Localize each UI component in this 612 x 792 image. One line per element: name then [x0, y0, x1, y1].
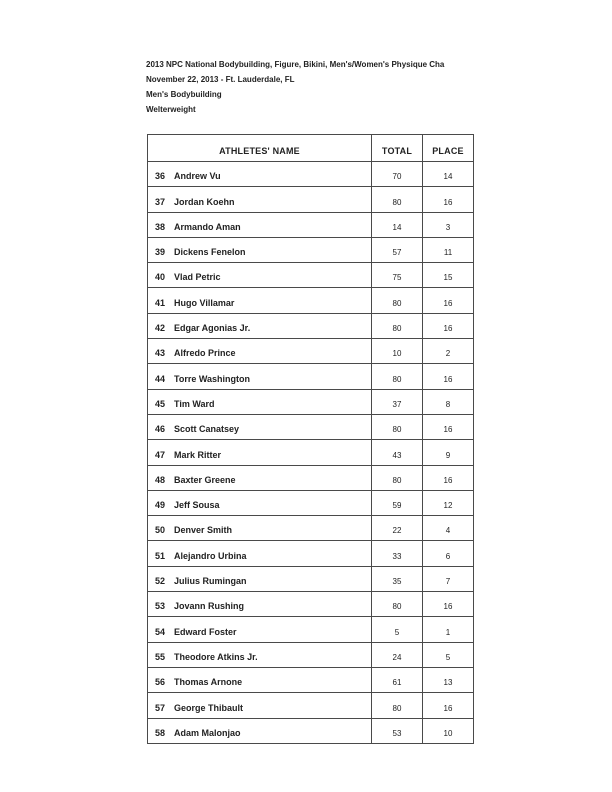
athlete-name: Thomas Arnone	[174, 677, 243, 688]
athlete-name: Tim Ward	[174, 398, 215, 409]
athlete-cell	[148, 541, 371, 565]
table-row	[148, 439, 473, 464]
athlete-number: 38	[155, 221, 166, 232]
place-value: 15	[443, 273, 453, 283]
table-row	[148, 515, 473, 540]
athlete-cell	[148, 263, 371, 287]
athlete-number: 44	[155, 373, 166, 384]
total-score: 37	[392, 399, 402, 409]
athlete-cell	[148, 592, 371, 616]
athlete-number: 45	[155, 398, 166, 409]
place-value: 16	[443, 475, 453, 485]
athlete-cell	[148, 466, 371, 490]
athlete-name: Andrew Vu	[174, 171, 221, 182]
place-value: 13	[443, 678, 453, 688]
weight-class-label: Welterweight	[146, 105, 196, 114]
athlete-cell	[148, 288, 371, 312]
athlete-number: 46	[155, 424, 166, 435]
athlete-name: Julius Rumingan	[174, 576, 247, 587]
athlete-cell	[148, 668, 371, 692]
place-value: 16	[443, 324, 453, 334]
results-table	[147, 134, 474, 744]
place-value: 16	[443, 425, 453, 435]
total-score: 80	[392, 324, 402, 334]
athlete-cell	[148, 364, 371, 388]
total-score: 43	[392, 450, 402, 460]
place-value: 10	[443, 728, 453, 738]
total-score: 80	[392, 374, 402, 384]
athlete-cell	[148, 567, 371, 591]
place-value: 11	[443, 248, 453, 258]
place-value: 14	[443, 172, 453, 182]
athlete-name: Denver Smith	[174, 525, 233, 536]
total-score: 14	[392, 222, 402, 232]
athlete-cell	[148, 617, 371, 641]
athlete-cell	[148, 440, 371, 464]
athlete-cell	[148, 390, 371, 414]
table-header-row	[148, 135, 473, 161]
athlete-cell	[148, 643, 371, 667]
total-score: 80	[392, 602, 402, 612]
athlete-number: 39	[155, 247, 166, 258]
column-header-place: PLACE	[422, 135, 473, 161]
athlete-number: 43	[155, 348, 166, 359]
table-row	[148, 262, 473, 287]
athlete-cell	[148, 516, 371, 540]
athlete-name: Edward Foster	[174, 626, 237, 637]
athlete-name: Mark Ritter	[174, 449, 222, 460]
total-score: 10	[392, 349, 402, 359]
athlete-cell	[148, 238, 371, 262]
table-row	[148, 667, 473, 692]
athlete-name: Armando Aman	[174, 221, 241, 232]
place-value: 1	[445, 627, 451, 637]
athlete-name: Dickens Fenelon	[174, 247, 246, 258]
athlete-number: 55	[155, 651, 166, 662]
table-row	[148, 591, 473, 616]
athlete-name: Vlad Petric	[174, 272, 221, 283]
table-row	[148, 287, 473, 312]
place-value: 16	[443, 374, 453, 384]
total-score: 35	[392, 577, 402, 587]
athlete-name: Hugo Villamar	[174, 297, 235, 308]
table-row	[148, 186, 473, 211]
table-row	[148, 692, 473, 717]
athlete-cell	[148, 213, 371, 237]
column-header-total: TOTAL	[371, 135, 422, 161]
athlete-number: 58	[155, 727, 166, 738]
athlete-number: 52	[155, 576, 166, 587]
place-value: 2	[445, 349, 451, 359]
table-row	[148, 161, 473, 186]
table-body	[148, 161, 473, 743]
event-title: 2013 NPC National Bodybuilding, Figure, Bikini, Men's/Women's Physique Cha	[146, 60, 445, 69]
total-score: 5	[394, 627, 400, 637]
table-row	[148, 313, 473, 338]
athlete-name: Baxter Greene	[174, 474, 236, 485]
total-score: 33	[392, 551, 402, 561]
athlete-number: 37	[155, 196, 166, 207]
athlete-name: Jovann Rushing	[174, 601, 245, 612]
table-row	[148, 338, 473, 363]
athlete-name: Adam Malonjao	[174, 727, 241, 738]
athlete-cell	[148, 719, 371, 743]
table-row	[148, 363, 473, 388]
event-date-location: November 22, 2013 - Ft. Lauderdale, FL	[146, 75, 295, 84]
total-score: 75	[392, 273, 402, 283]
division-label: Men's Bodybuilding	[146, 90, 222, 99]
athlete-number: 50	[155, 525, 166, 536]
athlete-cell	[148, 415, 371, 439]
athlete-number: 42	[155, 323, 166, 334]
athlete-cell	[148, 339, 371, 363]
total-score: 57	[392, 248, 402, 258]
athlete-number: 56	[155, 677, 166, 688]
table-row	[148, 642, 473, 667]
event-header	[146, 57, 444, 117]
athlete-name: Jordan Koehn	[174, 196, 235, 207]
table-row	[148, 237, 473, 262]
place-value: 3	[445, 222, 451, 232]
athlete-name: Theodore Atkins Jr.	[174, 651, 258, 662]
place-value: 16	[443, 703, 453, 713]
total-score: 59	[392, 501, 402, 511]
athlete-number: 36	[155, 171, 166, 182]
table-row	[148, 718, 473, 743]
total-score: 80	[392, 425, 402, 435]
place-value: 7	[445, 577, 451, 587]
athlete-name: Alfredo Prince	[174, 348, 236, 359]
athlete-cell	[148, 162, 371, 186]
athlete-cell	[148, 693, 371, 717]
athlete-number: 48	[155, 474, 166, 485]
place-value: 12	[443, 501, 453, 511]
place-value: 9	[445, 450, 451, 460]
place-value: 4	[445, 526, 451, 536]
athlete-cell	[148, 314, 371, 338]
athlete-number: 57	[155, 702, 166, 713]
athlete-number: 54	[155, 626, 166, 637]
place-value: 16	[443, 602, 453, 612]
athlete-number: 41	[155, 297, 166, 308]
total-score: 80	[392, 298, 402, 308]
athlete-cell	[148, 187, 371, 211]
athlete-name: Jeff Sousa	[174, 500, 220, 511]
table-row	[148, 490, 473, 515]
column-header-athletes-name: ATHLETES' NAME	[219, 146, 300, 156]
athlete-name: Alejandro Urbina	[174, 550, 247, 561]
total-score: 61	[392, 678, 402, 688]
total-score: 80	[392, 197, 402, 207]
table-row	[148, 389, 473, 414]
total-score: 53	[392, 728, 402, 738]
table-row	[148, 540, 473, 565]
total-score: 70	[392, 172, 402, 182]
place-value: 8	[445, 399, 451, 409]
table-row	[148, 212, 473, 237]
athlete-number: 49	[155, 500, 166, 511]
place-value: 16	[443, 298, 453, 308]
table-row	[148, 414, 473, 439]
athlete-cell	[148, 491, 371, 515]
athlete-name: George Thibault	[174, 702, 244, 713]
total-score: 24	[392, 652, 402, 662]
total-score: 80	[392, 703, 402, 713]
athlete-number: 47	[155, 449, 166, 460]
athlete-number: 51	[155, 550, 166, 561]
place-value: 16	[443, 197, 453, 207]
athlete-name: Torre Washington	[174, 373, 250, 384]
table-row	[148, 566, 473, 591]
place-value: 5	[445, 652, 451, 662]
athlete-number: 53	[155, 601, 166, 612]
athlete-number: 40	[155, 272, 166, 283]
athlete-name: Scott Canatsey	[174, 424, 240, 435]
total-score: 80	[392, 475, 402, 485]
athlete-name: Edgar Agonias Jr.	[174, 323, 251, 334]
table-row	[148, 616, 473, 641]
place-value: 6	[445, 551, 451, 561]
table-row	[148, 465, 473, 490]
total-score: 22	[392, 526, 402, 536]
